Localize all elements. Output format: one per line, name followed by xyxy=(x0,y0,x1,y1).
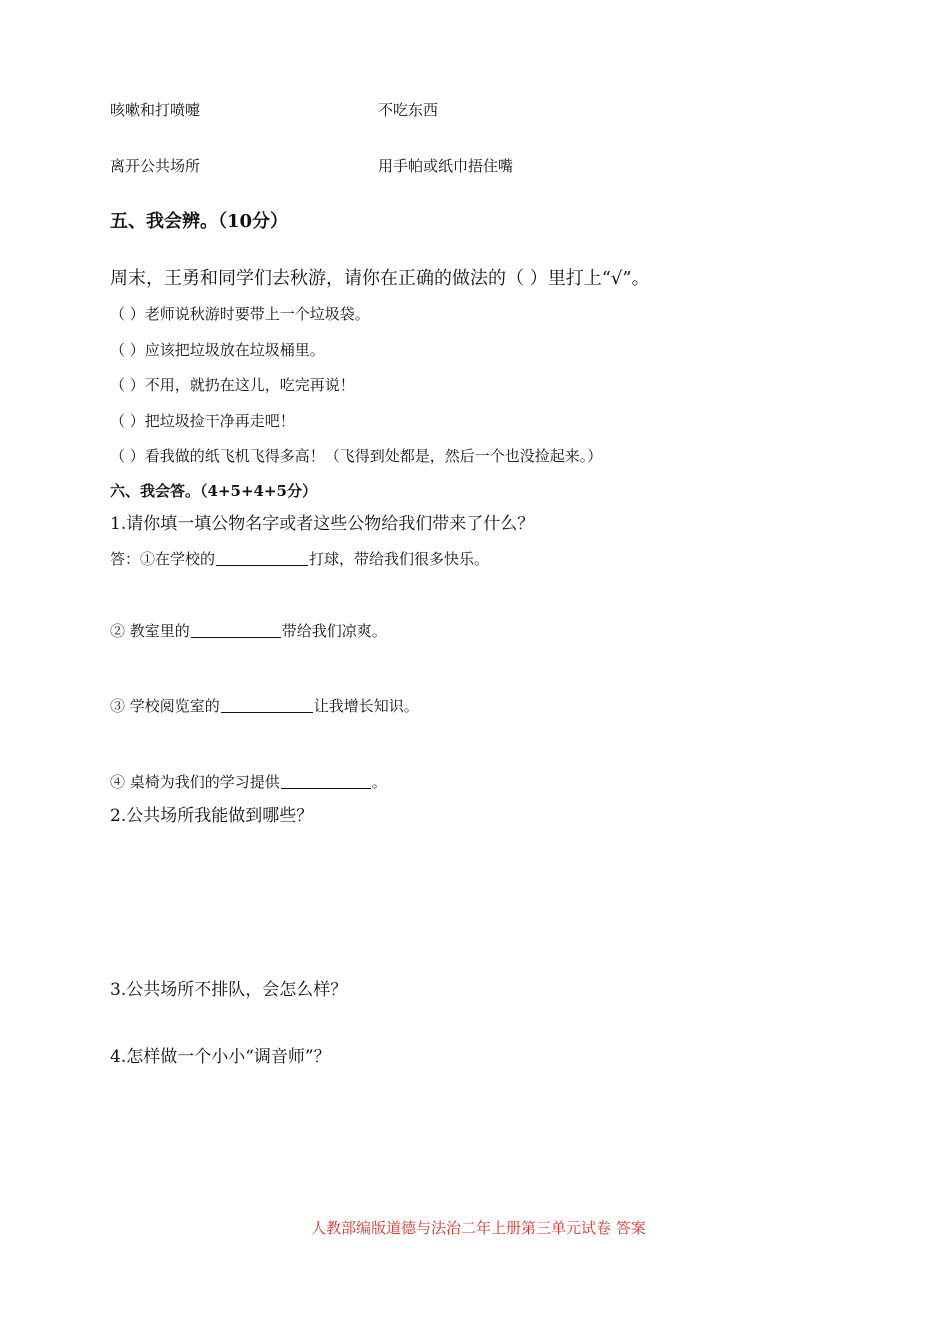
page-footer: 人教部编版道德与法治二年上册第三单元试卷 答案 xyxy=(311,1219,646,1237)
judge-item-3: （ ）不用，就扔在这儿，吃完再说！ xyxy=(110,376,355,394)
match-right-2: 用手帕或纸巾捂住嘴 xyxy=(378,157,514,175)
answer-3-after: 让我增长知识。 xyxy=(313,697,419,715)
answer-2 xyxy=(110,622,387,640)
answer-1 xyxy=(110,550,489,568)
section-6-heading: 六、我会答。（4+5+4+5分） xyxy=(110,482,317,500)
judge-item-1: （ ）老师说秋游时要带上一个垃圾袋。 xyxy=(110,305,370,323)
answer-3 xyxy=(110,697,419,715)
answer-4-before: ④ 桌椅为我们的学习提供 xyxy=(110,773,280,791)
answer-4-blank[interactable] xyxy=(281,773,371,789)
judge-item-4: （ ）把垃圾捡干净再走吧！ xyxy=(110,412,295,430)
answer-3-blank[interactable] xyxy=(221,697,313,713)
question-3: 3.公共场所不排队，会怎么样？ xyxy=(110,980,348,1000)
question-1: 1.请你填一填公物名字或者这些公物给我们带来了什么？ xyxy=(110,514,535,534)
match-left-2: 离开公共场所 xyxy=(110,157,201,175)
answer-3-before: ③ 学校阅览室的 xyxy=(110,697,220,715)
section-5-prompt: 周末，王勇和同学们去秋游，请你在正确的做法的（ ）里打上“√”。 xyxy=(110,268,650,289)
match-right-1: 不吃东西 xyxy=(378,101,439,119)
judge-item-2: （ ）应该把垃圾放在垃圾桶里。 xyxy=(110,341,325,359)
answer-1-after: 打球，带给我们很多快乐。 xyxy=(309,550,490,568)
section-5-heading: 五、我会辨。（10分） xyxy=(110,211,289,232)
answer-2-after: 带给我们凉爽。 xyxy=(281,622,387,640)
answer-2-blank[interactable] xyxy=(191,622,281,638)
answer-1-blank[interactable] xyxy=(216,550,308,566)
answer-4 xyxy=(110,773,387,791)
answer-1-before: 答：①在学校的 xyxy=(110,550,216,568)
match-left-1: 咳嗽和打喷嚏 xyxy=(110,101,201,119)
judge-item-5: （ ）看我做的纸飞机飞得多高！（飞得到处都是，然后一个也没捡起来。） xyxy=(110,447,603,465)
answer-4-after: 。 xyxy=(371,773,387,791)
question-4: 4.怎样做一个小小“调音师”？ xyxy=(110,1047,331,1067)
question-2: 2.公共场所我能做到哪些？ xyxy=(110,806,314,826)
answer-2-before: ② 教室里的 xyxy=(110,622,190,640)
